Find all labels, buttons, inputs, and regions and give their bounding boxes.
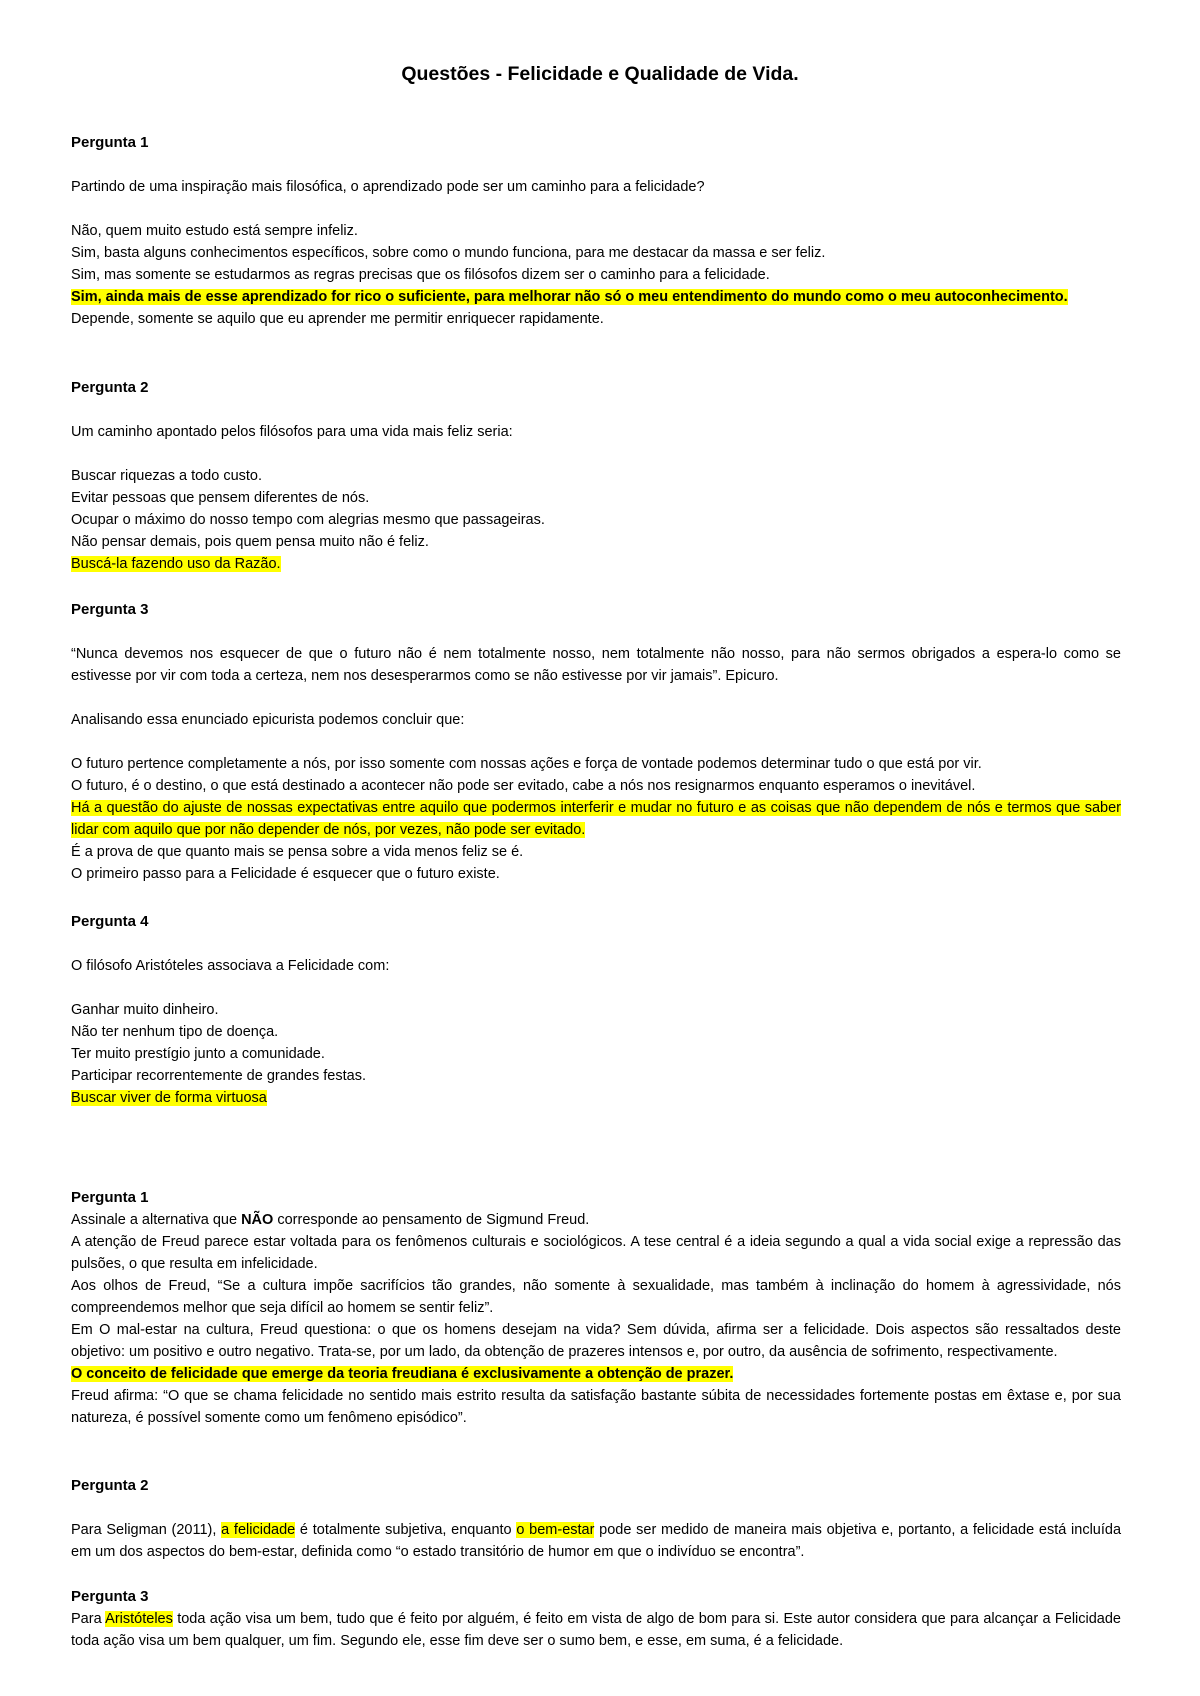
question-heading: Pergunta 2 [71, 379, 149, 396]
highlight: a felicidade [221, 1522, 296, 1538]
correct-answer [71, 553, 1121, 575]
answer-option: Buscar riquezas a todo custo. [71, 468, 263, 484]
question-prompt [71, 1209, 1121, 1231]
question-prompt: O filósofo Aristóteles associava a Felicidade com: [71, 958, 390, 974]
page-title: Questões - Felicidade e Qualidade de Vida. [401, 63, 799, 85]
answer-option: Sim, mas somente se estudarmos as regras precisas que os filósofos dizem ser o caminho para a felicidade. [71, 267, 770, 283]
highlight: Há a questão do ajuste de nossas expectativas entre aquilo que podermos interferir e mudar no futuro e as coisas que não dependem de nós e termos que saber lidar com aquilo que por não depender de nós, por vezes, não pode ser evitado. [71, 800, 1121, 838]
question-heading: Pergunta 4 [71, 913, 149, 930]
correct-answer [71, 286, 1121, 308]
answer-option: Ocupar o máximo do nosso tempo com alegrias mesmo que passageiras. [71, 512, 545, 528]
question-heading: Pergunta 3 [71, 1588, 149, 1605]
text-run: pode ser medido de maneira mais objetiva e, portanto, a felicidade está incluída em um dos aspectos do bem-estar, definida como “o estado transitório de humor em que o indivíduo se encontra”. [71, 1522, 1122, 1560]
highlight: o bem-estar [516, 1522, 595, 1538]
text-run: Para Seligman (2011), [71, 1522, 222, 1538]
correct-answer [71, 797, 1121, 841]
question-block-7 [71, 1586, 1121, 1652]
question-prompt: Analisando essa enunciado epicurista podemos concluir que: [71, 712, 465, 728]
question-heading: Pergunta 1 [71, 134, 149, 151]
question-prompt: Um caminho apontado pelos filósofos para uma vida mais feliz seria: [71, 424, 513, 440]
question-block-4 [71, 911, 1121, 1109]
question-block-1 [71, 132, 1121, 330]
text-run: toda ação visa um bem, tudo que é feito por alguém, é feito em vista de algo de bom para si. Este autor considera que para alcançar a Felicidade toda ação visa um bem qualquer, um fim. Segundo ele, esse fim deve ser o sumo bem, e esse, em suma, é a felicidade. [71, 1611, 1121, 1649]
highlight: Buscá-la fazendo uso da Razão. [71, 556, 281, 572]
text-run: é totalmente subjetiva, enquanto [295, 1522, 517, 1538]
question-heading: Pergunta 2 [71, 1477, 149, 1494]
question-block-2 [71, 377, 1121, 575]
question-heading: Pergunta 3 [71, 601, 149, 618]
question-text [71, 1608, 1121, 1652]
highlight: O conceito de felicidade que emerge da teoria freudiana é exclusivamente a obtenção de prazer. [71, 1366, 734, 1382]
answer-option: Freud afirma: “O que se chama felicidade no sentido mais estrito resulta da satisfação bastante súbita de necessidades fortemente postas em êxtase e, por sua natureza, é possível somente como um fenômeno episódico”. [71, 1388, 1121, 1426]
answer-option: O primeiro passo para a Felicidade é esquecer que o futuro existe. [71, 866, 500, 882]
highlight: Aristóteles [105, 1611, 173, 1627]
correct-answer [71, 1363, 1121, 1385]
highlight: Sim, ainda mais de esse aprendizado for rico o suficiente, para melhorar não só o meu entendimento do mundo como o meu autoconhecimento. [71, 289, 1068, 305]
answer-option: Ganhar muito dinheiro. [71, 1002, 219, 1018]
question-block-5 [71, 1187, 1121, 1429]
answer-option: O futuro pertence completamente a nós, por isso somente com nossas ações e força de vontade podemos determinar tudo o que está por vir. [71, 756, 982, 772]
correct-answer [71, 1087, 1121, 1109]
answer-option: Ter muito prestígio junto a comunidade. [71, 1046, 325, 1062]
answer-option: Não pensar demais, pois quem pensa muito não é feliz. [71, 534, 429, 550]
question-prompt: Partindo de uma inspiração mais filosófica, o aprendizado pode ser um caminho para a felicidade? [71, 179, 705, 195]
answer-option: Aos olhos de Freud, “Se a cultura impõe sacrifícios tão grandes, não somente à sexualidade, mas também à inclinação do homem à agressividade, nós compreendemos melhor que seja difícil ao homem se sentir feliz”. [71, 1278, 1121, 1316]
answer-option: Não, quem muito estudo está sempre infeliz. [71, 223, 358, 239]
question-block-3 [71, 599, 1121, 885]
prompt-text: Assinale a alternativa que [71, 1212, 242, 1228]
answer-option: Em O mal-estar na cultura, Freud questiona: o que os homens desejam na vida? Sem dúvida, afirma ser a felicidade. Dois aspectos são ressaltados deste objetivo: um positivo e outro negativo. Trata-se, por um lado, da obtenção de prazeres intensos e, por outro, da ausência de sofrimento, respectivamente. [71, 1322, 1121, 1360]
quote: “Nunca devemos nos esquecer de que o futuro não é nem totalmente nosso, nem totalmente não nosso, para não sermos obrigados a espera-lo como se estivesse por vir com toda a certeza, nem nos desesperarmos como se não estivesse por vir jamais”. Epicuro. [71, 646, 1121, 684]
text-run: Para [71, 1611, 106, 1627]
answer-option: Evitar pessoas que pensem diferentes de nós. [71, 490, 370, 506]
answer-option: Sim, basta alguns conhecimentos específicos, sobre como o mundo funciona, para me destacar da massa e ser feliz. [71, 245, 826, 261]
prompt-emphasis: NÃO [241, 1212, 274, 1228]
question-block-6 [71, 1475, 1121, 1563]
answer-option: O futuro, é o destino, o que está destinado a acontecer não pode ser evitado, cabe a nós nos resignarmos enquanto esperamos o inevitável. [71, 778, 976, 794]
answer-option: A atenção de Freud parece estar voltada para os fenômenos culturais e sociológicos. A tese central é a ideia segundo a qual a vida social exige a repressão das pulsões, o que resulta em infelicidade. [71, 1234, 1121, 1272]
question-heading: Pergunta 1 [71, 1189, 149, 1206]
prompt-text: corresponde ao pensamento de Sigmund Freud. [273, 1212, 590, 1228]
answer-option: Participar recorrentemente de grandes festas. [71, 1068, 366, 1084]
answer-option: Depende, somente se aquilo que eu aprender me permitir enriquecer rapidamente. [71, 311, 604, 327]
highlight: Buscar viver de forma virtuosa [71, 1090, 267, 1106]
answer-option: Não ter nenhum tipo de doença. [71, 1024, 279, 1040]
question-text [71, 1519, 1121, 1563]
answer-option: É a prova de que quanto mais se pensa sobre a vida menos feliz se é. [71, 844, 524, 860]
